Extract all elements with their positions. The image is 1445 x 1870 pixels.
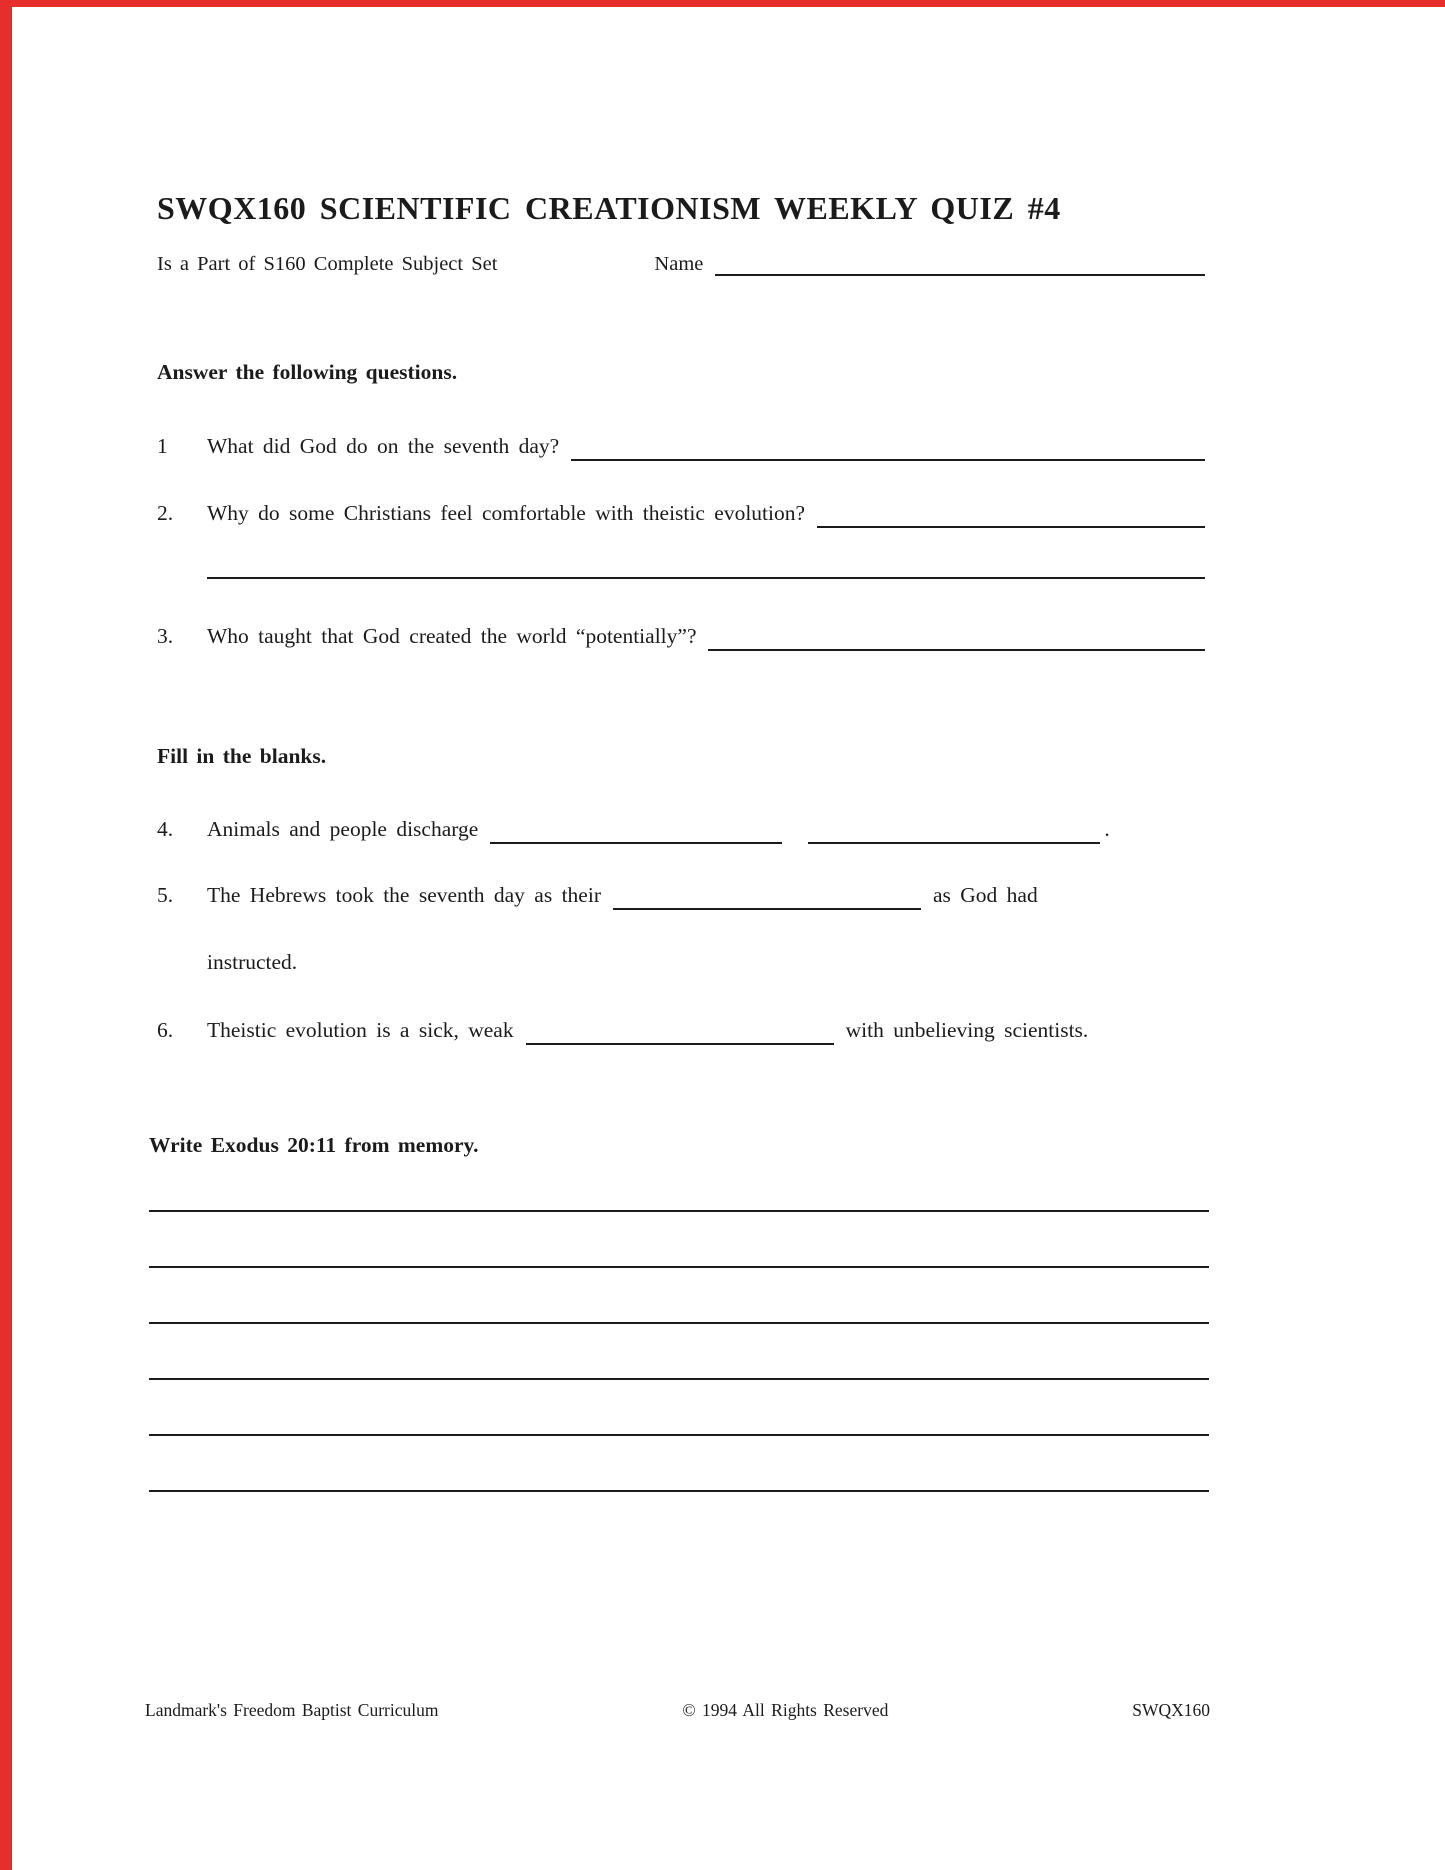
question-4-blank-1 xyxy=(490,816,782,844)
question-6-text: Theistic evolution is a sick, weak xyxy=(207,1018,514,1043)
footer-copyright: © 1994 All Rights Reserved xyxy=(682,1700,889,1720)
question-1-text: What did God do on the seventh day? xyxy=(207,434,560,458)
question-3 xyxy=(157,622,1205,651)
question-1 xyxy=(157,432,1205,461)
question-6-number: 6. xyxy=(157,1018,174,1043)
scan-edge-left xyxy=(0,0,12,1870)
subtitle-row xyxy=(157,248,1205,276)
memory-heading: Write Exodus 20:11 from memory. xyxy=(149,1133,479,1158)
question-3-text: Who taught that God created the world “potentially”? xyxy=(207,624,697,649)
footer-publisher: Landmark's Freedom Baptist Curriculum xyxy=(145,1700,439,1720)
question-4-number: 4. xyxy=(157,817,174,842)
question-6-blank xyxy=(526,1017,834,1045)
subtitle: Is a Part of S160 Complete Subject Set xyxy=(157,253,498,275)
memory-line xyxy=(149,1490,1209,1492)
question-5-blank xyxy=(613,882,921,910)
footer-code: SWQX160 xyxy=(1132,1700,1210,1720)
memory-line xyxy=(149,1434,1209,1436)
question-6-after-text: with unbelieving scientists. xyxy=(845,1018,1089,1043)
question-2-number: 2. xyxy=(157,501,174,526)
fill-blanks-heading: Fill in the blanks. xyxy=(157,744,327,769)
question-5-number: 5. xyxy=(157,883,174,908)
memory-line xyxy=(149,1210,1209,1212)
name-blank xyxy=(715,248,1205,276)
name-label: Name xyxy=(654,253,704,275)
question-3-number: 3. xyxy=(157,624,174,649)
question-5-continuation-text: instructed. xyxy=(207,950,298,975)
memory-line xyxy=(149,1378,1209,1380)
question-3-blank xyxy=(708,623,1205,651)
question-2-blank xyxy=(817,500,1205,528)
question-5 xyxy=(157,881,1205,910)
memory-line xyxy=(149,1322,1209,1324)
question-1-number: 1 xyxy=(157,434,168,458)
question-4-blank-2 xyxy=(808,816,1100,844)
page-title: SWQX160 SCIENTIFIC CREATIONISM WEEKLY QUIZ #4 xyxy=(157,190,1061,226)
page-footer xyxy=(145,1700,1210,1721)
question-6 xyxy=(157,1016,1205,1045)
question-2 xyxy=(157,499,1205,528)
memory-line xyxy=(149,1266,1209,1268)
questions-heading: Answer the following questions. xyxy=(157,360,458,384)
question-5-text: The Hebrews took the seventh day as their xyxy=(207,883,601,908)
question-4-period: . xyxy=(1104,817,1110,842)
memory-lines xyxy=(149,1210,1205,1492)
question-2-text: Why do some Christians feel comfortable with theistic evolution? xyxy=(207,501,806,526)
question-4-text: Animals and people discharge xyxy=(207,817,479,842)
question-4 xyxy=(157,815,1205,844)
question-1-blank xyxy=(571,433,1205,461)
question-5-after-text: as God had xyxy=(932,883,1038,908)
page-content xyxy=(149,0,1205,1546)
question-2-continuation-line xyxy=(207,577,1205,579)
